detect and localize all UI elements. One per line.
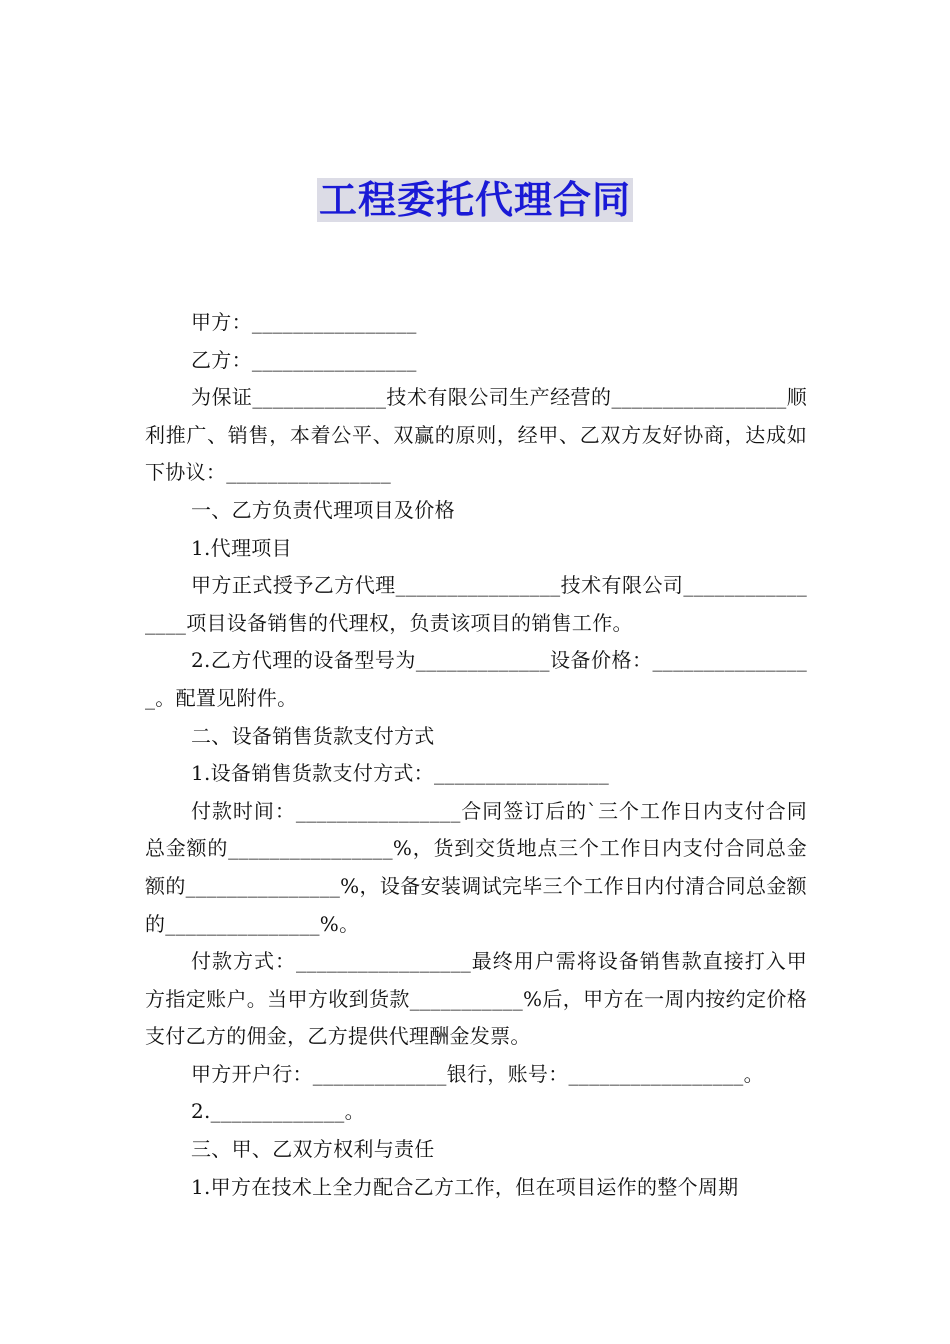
item-2-line: 2._____________。 [191, 1099, 365, 1124]
section-2-heading: 二、设备销售货款支付方式 [191, 723, 435, 748]
bank-account-line: 甲方开户行：_____________银行，账号：_________________。 [191, 1061, 764, 1086]
section-1-heading: 一、乙方负责代理项目及价格 [191, 497, 455, 522]
subsection-1-1-heading: 1.代理项目 [191, 535, 292, 560]
preamble-paragraph: 为保证_____________技术有限公司生产经营的______________​___顺利推广、销售，本着公平、双赢的原则，经甲、乙双方友好协商，达成如下协议：________________ [145, 385, 807, 485]
party-a-line: 甲方：________________ [191, 310, 417, 334]
section-3-heading: 三、甲、乙双方权利与责任 [191, 1137, 435, 1162]
payment-mode-paragraph: 付款方式：_________________最终用户需将设备销售款直接打入甲方指定账户。当甲方收到货款___________%后，甲方在一周内按约定价格支付乙方的佣金，乙方提供代理酬金发票。 [145, 949, 807, 1049]
equipment-model-paragraph: 2.乙方代理的设备型号为_____________设备价格：__________​______。配置见附件。 [145, 648, 807, 710]
document-body [145, 304, 807, 1206]
rights-duties-paragraph: 1.甲方在技术上全力配合乙方工作，但在项目运作的整个周期 [191, 1174, 739, 1199]
party-b-line: 乙方：________________ [191, 347, 417, 372]
title-container [0, 178, 950, 222]
agency-grant-paragraph: 甲方正式授予乙方代理________________技术有限公司_______​_________项目设备销售的代理权，负责该项目的销售工作。 [145, 573, 807, 635]
payment-time-paragraph: 付款时间：________________合同签订后的`三个工作日内支付合同总金额的________________%，货到交货地点三个工作日内支付合同总金额的_______________%，设备安装调试完毕三个工作日内付清合同总金额的_______________%。 [145, 798, 807, 936]
document-title: 工程委托代理合同 [318, 178, 631, 222]
payment-method-line: 1.设备销售货款支付方式：_________________ [191, 761, 610, 786]
